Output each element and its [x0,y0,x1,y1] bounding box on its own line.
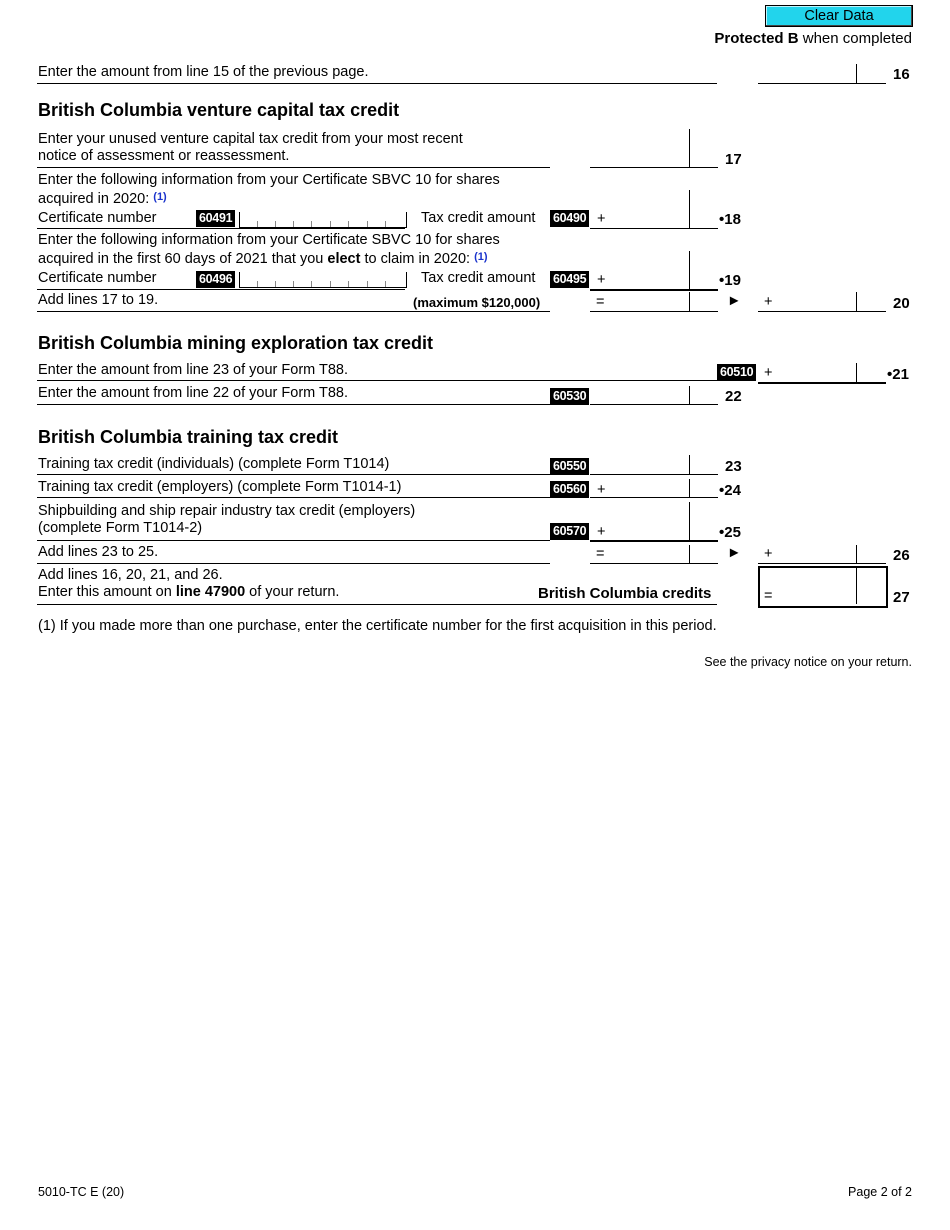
line-24-field[interactable] [608,480,690,498]
equals-sign: = [596,294,605,310]
footnote-ref[interactable]: (1) [153,191,167,203]
line-18-underline [590,228,718,229]
line-20-field[interactable] [776,292,859,310]
certificate-number-18-field[interactable] [239,212,407,228]
divider [37,540,550,541]
cents-divider [689,455,690,474]
line-21-text: Enter the amount from line 23 of your Form T88. [38,362,349,378]
page-number: Page 2 of 2 [848,1185,912,1199]
divider [37,404,550,405]
line-18-field[interactable] [608,209,690,227]
divider [37,563,550,564]
plus-sign: + [764,365,773,381]
plus-sign: + [597,211,606,227]
equals-sign: = [596,546,605,562]
certificate-label-18: Certificate number [38,210,157,226]
line-24-text: Training tax credit (employers) (complete Form T1014-1) [38,479,402,495]
cents-divider [689,190,690,228]
line-27-field[interactable] [776,584,859,602]
code-60560: 60560 [550,481,589,498]
line-25-text-1: Shipbuilding and ship repair industry tax credit (employers) [38,503,416,519]
code-60496: 60496 [196,271,235,288]
british-columbia-credits-label: British Columbia credits [538,585,712,602]
line-20-text: Add lines 17 to 19. [38,292,159,308]
line-23-field[interactable] [592,456,690,474]
line-26-number: 26 [893,547,910,564]
line-21-field[interactable] [776,363,859,381]
certificate-label-19: Certificate number [38,270,157,286]
plus-sign: + [597,272,606,288]
line-16-field[interactable] [760,64,859,82]
cents-divider [689,251,690,289]
line-19-text-2: acquired in the first 60 days of 2021 that you elect to claim in 2020: $^{(1)}$ [38,251,488,267]
cents-divider [856,568,857,604]
line-20-underline [758,311,886,312]
line-19-field[interactable] [608,270,690,288]
equals-sign: = [764,588,773,604]
line-16-text: Enter the amount from line 15 of the previous page. [38,64,369,80]
line-20-number: 20 [893,295,910,312]
cents-divider [689,292,690,311]
line-18-text-2: acquired in 2020: $^{(1)}$ [38,191,167,207]
line-18-text-1: Enter the following information from your Certificate SBVC 10 for shares [38,172,500,188]
cents-divider [856,363,857,382]
divider [37,604,717,605]
line-16-number: 16 [893,66,910,83]
code-60490: 60490 [550,210,589,227]
line-17-text-2: notice of assessment or reassessment. [38,148,290,164]
code-60510: 60510 [717,364,756,381]
divider [37,289,405,290]
line-18-number: •18 [719,211,741,228]
certificate-number-19-field[interactable] [239,272,407,288]
code-60530: 60530 [550,388,589,405]
footnote-ref[interactable]: (1) [474,251,488,263]
line-25-number: •25 [719,524,741,541]
clear-data-button[interactable]: Clear Data [765,5,913,27]
line-19-number: •19 [719,272,741,289]
line-21-underline [758,382,886,384]
code-60495: 60495 [550,271,589,288]
divider [37,380,717,381]
cents-divider [689,479,690,497]
line-17-text-1: Enter your unused venture capital tax credit from your most recent [38,131,463,147]
line-26-sub-underline [590,563,718,564]
line-23-underline [590,474,718,475]
arrow-icon: ► [727,545,742,561]
line-25-field[interactable] [608,522,690,540]
plus-sign: + [764,546,773,562]
line-17-underline [590,167,718,168]
code-60550: 60550 [550,458,589,475]
line-25-underline [590,540,718,542]
line-19-text-1: Enter the following information from your Certificate SBVC 10 for shares [38,232,500,248]
line-23-text: Training tax credit (individuals) (complete Form T1014) [38,456,390,472]
footnote-text: (1) If you made more than one purchase, enter the certificate number for the first acquisition in this period. [38,618,717,634]
line-21-number: •21 [887,366,909,383]
cents-divider [689,386,690,404]
cents-divider [689,545,690,563]
line-27-text-2: Enter this amount on line 47900 of your return. [38,584,340,600]
plus-sign: + [597,524,606,540]
line-20-subtotal-field[interactable] [608,292,690,310]
line-26-underline [758,563,886,564]
line-26-text: Add lines 23 to 25. [38,544,159,560]
line-22-text: Enter the amount from line 22 of your Form T88. [38,385,349,401]
arrow-icon: ► [727,293,742,309]
cents-divider [856,545,857,563]
divider [37,83,717,84]
divider [37,497,550,498]
line-17-field[interactable] [592,148,690,166]
line-23-number: 23 [725,458,742,475]
cents-divider [856,292,857,311]
divider [37,311,550,312]
cents-divider [856,64,857,83]
line-20-sub-underline [590,311,718,312]
mining-exploration-heading: British Columbia mining exploration tax credit [38,333,434,353]
training-tax-credit-heading: British Columbia training tax credit [38,427,339,447]
line-24-number: •24 [719,482,741,499]
line-22-number: 22 [725,388,742,405]
protected-b-notice: Protected B when completed [714,30,912,47]
code-60570: 60570 [550,523,589,540]
line-22-field[interactable] [592,386,690,404]
line-17-number: 17 [725,151,742,168]
maximum-note: (maximum $120,000) [413,295,541,310]
line-26-field[interactable] [776,544,859,562]
divider [37,167,550,168]
venture-capital-heading: British Columbia venture capital tax credit [38,100,400,120]
divider [37,228,405,229]
line-19-underline [590,289,718,291]
line-25-text-2: (complete Form T1014-2) [38,520,203,536]
line-16-underline [758,83,886,84]
line-22-underline [590,404,718,405]
line-27-number: 27 [893,589,910,606]
line-24-underline [590,497,718,498]
line-27-text-1: Add lines 16, 20, 21, and 26. [38,567,223,583]
tax-credit-amount-label-18: Tax credit amount [421,210,536,226]
plus-sign: + [597,482,606,498]
cents-divider [689,502,690,540]
cents-divider [689,129,690,167]
tax-credit-amount-label-19: Tax credit amount [421,270,536,286]
divider [37,474,550,475]
privacy-notice: See the privacy notice on your return. [704,655,912,669]
code-60491: 60491 [196,210,235,227]
form-identifier: 5010-TC E (20) [38,1185,125,1199]
plus-sign: + [764,294,773,310]
line-26-subtotal-field[interactable] [608,544,690,562]
